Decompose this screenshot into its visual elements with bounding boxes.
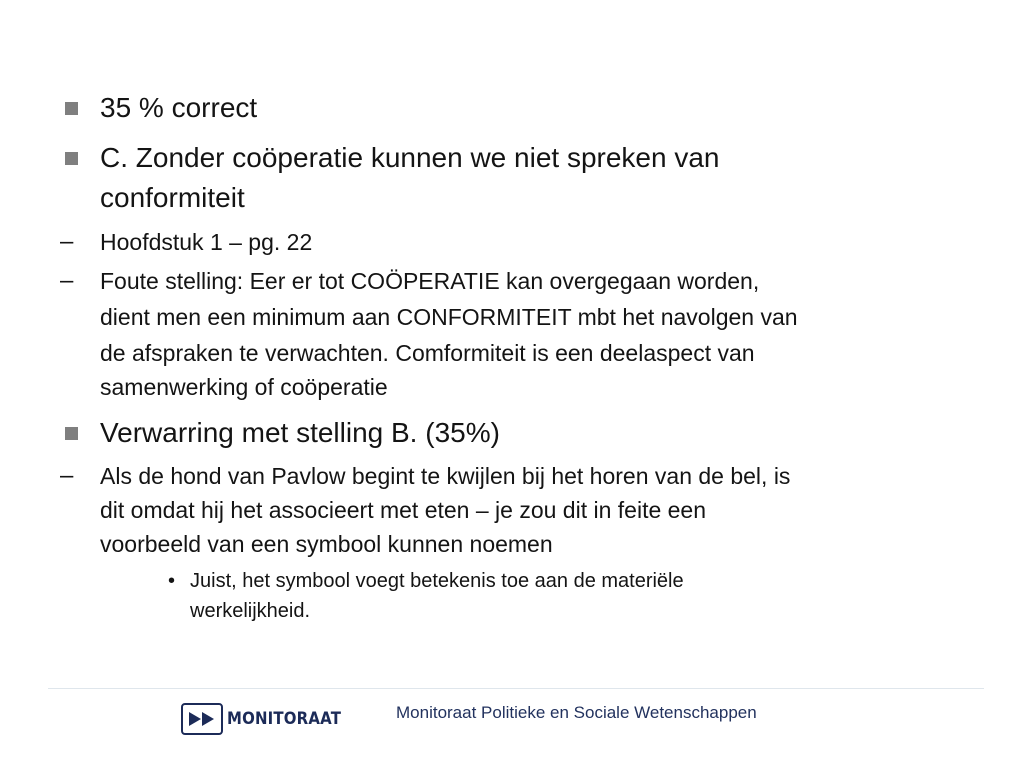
sub-bullet-text: Hoofdstuk 1 – pg. 22 bbox=[100, 229, 313, 255]
sub-sub-bullet-text: werkelijkheid. bbox=[190, 600, 311, 622]
footer-text: Monitoraat Politieke en Sociale Wetenschappen bbox=[396, 703, 757, 722]
logo-text: MONITORAAT bbox=[227, 709, 342, 729]
bullet-text: conformiteit bbox=[100, 182, 245, 213]
sub-bullet-text: Foute stelling: Eer er tot COÖPERATIE kan overgegaan worden, bbox=[100, 268, 760, 294]
sub-bullet-text: dit omdat hij het associeert met eten – je zou dit in feite een bbox=[100, 497, 707, 523]
sub-bullet-text: samenwerking of coöperatie bbox=[100, 374, 388, 400]
sub-bullet-text: de afspraken te verwachten. Comformiteit is een deelaspect van bbox=[100, 340, 755, 366]
monitoraat-logo bbox=[181, 701, 357, 737]
dash-bullet-icon: – bbox=[60, 228, 74, 255]
bullet-text: 35 % correct bbox=[100, 92, 258, 123]
dash-bullet-icon: – bbox=[60, 267, 74, 294]
sub-bullet-text: Als de hond van Pavlow begint te kwijlen bij het horen van de bel, is bbox=[100, 463, 791, 489]
sub-bullet-text: voorbeeld van een symbool kunnen noemen bbox=[100, 531, 553, 557]
square-bullet-icon bbox=[65, 152, 78, 165]
square-bullet-icon bbox=[65, 102, 78, 115]
sub-bullet-text: dient men een minimum aan CONFORMITEIT mbt het navolgen van bbox=[100, 304, 798, 330]
sub-sub-bullet-text: Juist, het symbool voegt betekenis toe aan de materiële bbox=[190, 570, 684, 592]
dash-bullet-icon: – bbox=[60, 462, 74, 489]
bullet-text: C. Zonder coöperatie kunnen we niet spreken van bbox=[100, 142, 720, 173]
fast-forward-icon bbox=[181, 703, 223, 735]
footer-divider bbox=[48, 688, 984, 689]
dot-bullet-icon: • bbox=[168, 570, 176, 592]
square-bullet-icon bbox=[65, 427, 78, 440]
bullet-text: Verwarring met stelling B. (35%) bbox=[100, 417, 500, 448]
